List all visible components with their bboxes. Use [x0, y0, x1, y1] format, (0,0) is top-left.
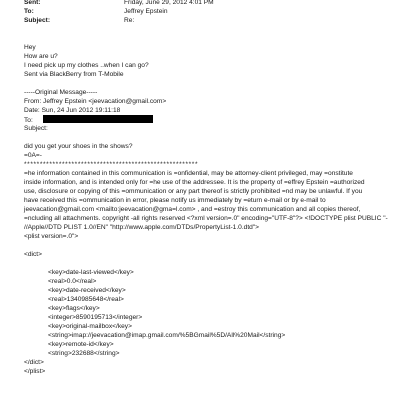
plist-entry: <key>original-mailbox</key> [48, 323, 132, 330]
disclaimer-line: =ncluding all attachments. copyright -all rights reserved <?xml version=.0" encoding="UTF-8"?> <!DOCTYPE plist PUBLIC "- [24, 215, 388, 222]
plist-close: </plist> [24, 368, 46, 375]
subject-label: Subject: [24, 17, 51, 24]
disclaimer-line: jeevacation@gmail.com <mailto:jeevacation@gma=l.com> , and =estroy this communication and all copies thereof, [24, 206, 361, 213]
original-date: Date: Sun, 24 Jun 2012 19:11:18 [24, 107, 121, 114]
to-label: To: [24, 8, 34, 15]
original-from: From: Jeffrey Epstein <jeevacation@gmail.com> [24, 98, 167, 105]
sent-value: Friday, June 29, 2012 4:01 PM [124, 0, 214, 6]
to-value: Jeffrey Epstein [124, 8, 168, 15]
plist-dict-close: </dict> [24, 359, 44, 366]
plist-entry: <string>232688</string> [48, 350, 120, 357]
reply-signature: Sent via BlackBerry from T-Mobile [24, 71, 124, 78]
plist-entry: <string>imap://jeevacation@imap.gmail.com/%5BGmail%5D/All%20Mail</string> [48, 332, 286, 339]
disclaimer-line: have received this =ommunication in error, please notify us immediately by =eturn e-mail or by e-mail to [24, 197, 326, 204]
disclaimer-line: inside information, and is intended only for =he use of the addressee. It is the property of =effrey Epstein =authorized [24, 179, 365, 186]
plist-entry: <key>date-received</key> [48, 287, 126, 294]
header-to-row [24, 7, 168, 16]
original-to-label: To: [24, 117, 33, 124]
plist-entry: <key>flags</key> [48, 305, 100, 312]
header-sent-row [24, 0, 214, 7]
plist-entry: <real>1340985648</real> [48, 296, 124, 303]
original-subject: Subject: [24, 125, 48, 132]
body-stars: ******************************************************* [24, 161, 199, 168]
disclaimer-line: <plist version=.0"> [24, 233, 79, 240]
body-encoded: =0A=- [24, 152, 42, 159]
plist-dict-open: <dict> [24, 251, 42, 258]
disclaimer-line: use, disclosure or copying of this =ommunication or any part thereof is strictly prohibited =nd may be unlawful. If you [24, 188, 363, 195]
original-separator: -----Original Message----- [24, 89, 98, 96]
sent-label: Sent: [24, 0, 41, 6]
reply-line: How are u? [24, 53, 58, 60]
original-to-row [24, 115, 153, 124]
plist-entry: <integer>8590195713</integer> [48, 314, 143, 321]
plist-entry: <key>remote-id</key> [48, 341, 114, 348]
redaction-bar [43, 115, 153, 123]
subject-value: Re: [124, 17, 135, 24]
reply-line: I need pick up my clothes ..when I can go? [24, 62, 149, 69]
reply-line: Hey [24, 44, 36, 51]
header-subject-row [24, 16, 134, 25]
disclaimer-line: //Apple//DTD PLIST 1.0//EN" "http://www.apple.com/DTDs/PropertyList-1.0.dtd"> [24, 224, 260, 231]
plist-entry: <real>0.0</real> [48, 278, 97, 285]
plist-entry: <key>date-last-viewed</key> [48, 269, 134, 276]
disclaimer-line: =he information contained in this communication is =onfidential, may be attorney-client privileged, may =onstitute [24, 170, 353, 177]
body-question: did you get your shoes in the shows? [24, 143, 133, 150]
